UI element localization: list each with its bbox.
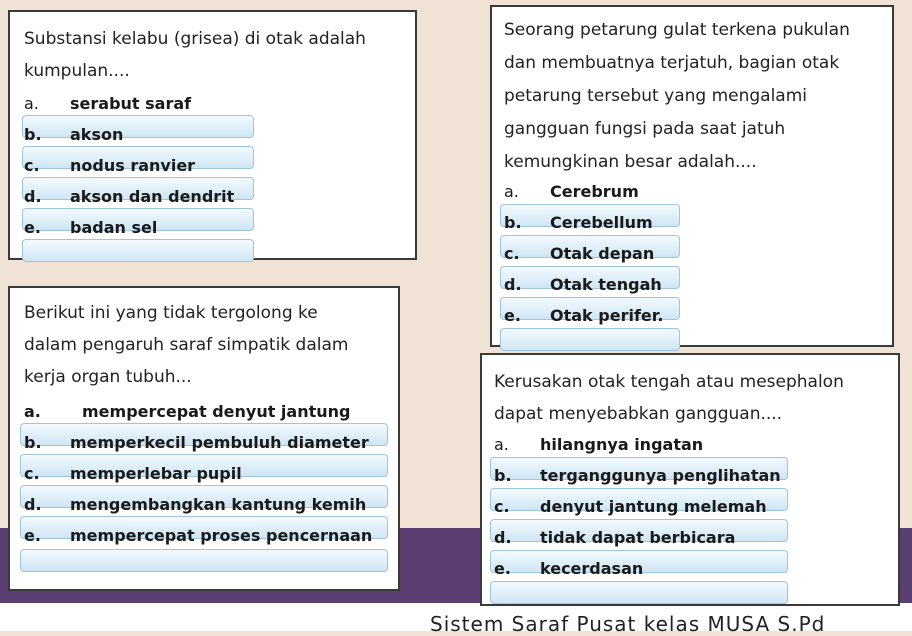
option-text: mengembangkan kantung kemih: [70, 495, 367, 514]
question-line: Substansi kelabu (grisea) di otak adalah: [24, 29, 366, 49]
option-text: Otak perifer.: [550, 306, 664, 325]
question-line: petarung tersebut yang mengalami: [504, 86, 808, 106]
option-bar[interactable]: [20, 549, 388, 572]
option-c[interactable]: [504, 244, 654, 264]
option-d[interactable]: [24, 187, 234, 207]
option-text: tidak dapat berbicara: [540, 528, 736, 547]
option-letter: a.: [24, 402, 41, 421]
option-text: Otak depan: [550, 244, 655, 263]
option-text: terganggunya penglihatan: [540, 466, 781, 485]
option-text: akson: [70, 125, 124, 144]
option-text: memperkecil pembuluh diameter: [70, 433, 369, 452]
question-card-2: [490, 5, 894, 347]
option-d[interactable]: [494, 528, 735, 548]
option-letter: e.: [24, 526, 41, 545]
option-e[interactable]: [494, 559, 643, 579]
option-text: mempercepat proses pencernaan: [70, 526, 373, 545]
question-card-3: [8, 286, 400, 591]
option-a[interactable]: [24, 94, 191, 114]
option-text: Otak tengah: [550, 275, 662, 294]
option-e[interactable]: [24, 218, 157, 238]
option-letter: a.: [504, 182, 519, 201]
option-text: serabut saraf: [70, 94, 192, 113]
question-line: kumpulan....: [24, 61, 130, 81]
option-letter: d.: [24, 495, 42, 514]
question-line: dan membuatnya terjatuh, bagian otak: [504, 53, 840, 73]
option-c[interactable]: [24, 156, 195, 176]
question-line: gangguan fungsi pada saat jatuh: [504, 119, 786, 139]
option-a[interactable]: [24, 402, 350, 422]
option-text: kecerdasan: [540, 559, 644, 578]
option-letter: b.: [24, 433, 42, 452]
option-b[interactable]: [504, 213, 653, 233]
option-text: memperlebar pupil: [70, 464, 242, 483]
option-text: badan sel: [70, 218, 158, 237]
question-line: Seorang petarung gulat terkena pukulan: [504, 20, 850, 40]
option-letter: e.: [494, 559, 511, 578]
option-b[interactable]: [24, 433, 369, 453]
option-e[interactable]: [504, 306, 663, 326]
option-letter: b.: [494, 466, 512, 485]
question-line: dapat menyebabkan gangguan....: [494, 404, 783, 424]
option-text: denyut jantung melemah: [540, 497, 767, 516]
option-text: hilangnya ingatan: [540, 435, 704, 454]
question-card-4: [480, 353, 900, 606]
question-line: kemungkinan besar adalah....: [504, 152, 757, 172]
option-a[interactable]: [494, 435, 703, 455]
option-bar[interactable]: [490, 581, 788, 604]
option-d[interactable]: [504, 275, 662, 295]
option-letter: a.: [494, 435, 509, 454]
option-letter: c.: [494, 497, 510, 516]
option-letter: c.: [24, 464, 40, 483]
question-line: Kerusakan otak tengah atau mesephalon: [494, 372, 844, 392]
option-a[interactable]: [504, 182, 639, 202]
question-line: dalam pengaruh saraf simpatik dalam: [24, 335, 349, 355]
option-b[interactable]: [494, 466, 781, 486]
option-e[interactable]: [24, 526, 372, 546]
question-card-1: [8, 10, 417, 260]
option-text: nodus ranvier: [70, 156, 196, 175]
option-letter: d.: [504, 275, 522, 294]
option-c[interactable]: [494, 497, 767, 517]
option-text: mempercepat denyut jantung: [82, 402, 351, 421]
option-letter: a.: [24, 94, 39, 113]
question-line: kerja organ tubuh...: [24, 367, 192, 387]
option-letter: d.: [24, 187, 42, 206]
option-text: Cerebrum: [550, 182, 639, 201]
option-c[interactable]: [24, 464, 242, 484]
option-bar[interactable]: [500, 328, 680, 351]
option-letter: c.: [24, 156, 40, 175]
option-text: akson dan dendrit: [70, 187, 235, 206]
option-letter: d.: [494, 528, 512, 547]
question-line: Berikut ini yang tidak tergolong ke: [24, 303, 318, 323]
option-text: Cerebellum: [550, 213, 653, 232]
option-letter: b.: [24, 125, 42, 144]
option-letter: e.: [504, 306, 521, 325]
option-letter: e.: [24, 218, 41, 237]
footer-caption: Sistem Saraf Pusat kelas MUSA S.Pd: [430, 612, 826, 636]
option-letter: b.: [504, 213, 522, 232]
option-d[interactable]: [24, 495, 366, 515]
option-b[interactable]: [24, 125, 123, 145]
option-bar[interactable]: [22, 239, 254, 262]
option-letter: c.: [504, 244, 520, 263]
